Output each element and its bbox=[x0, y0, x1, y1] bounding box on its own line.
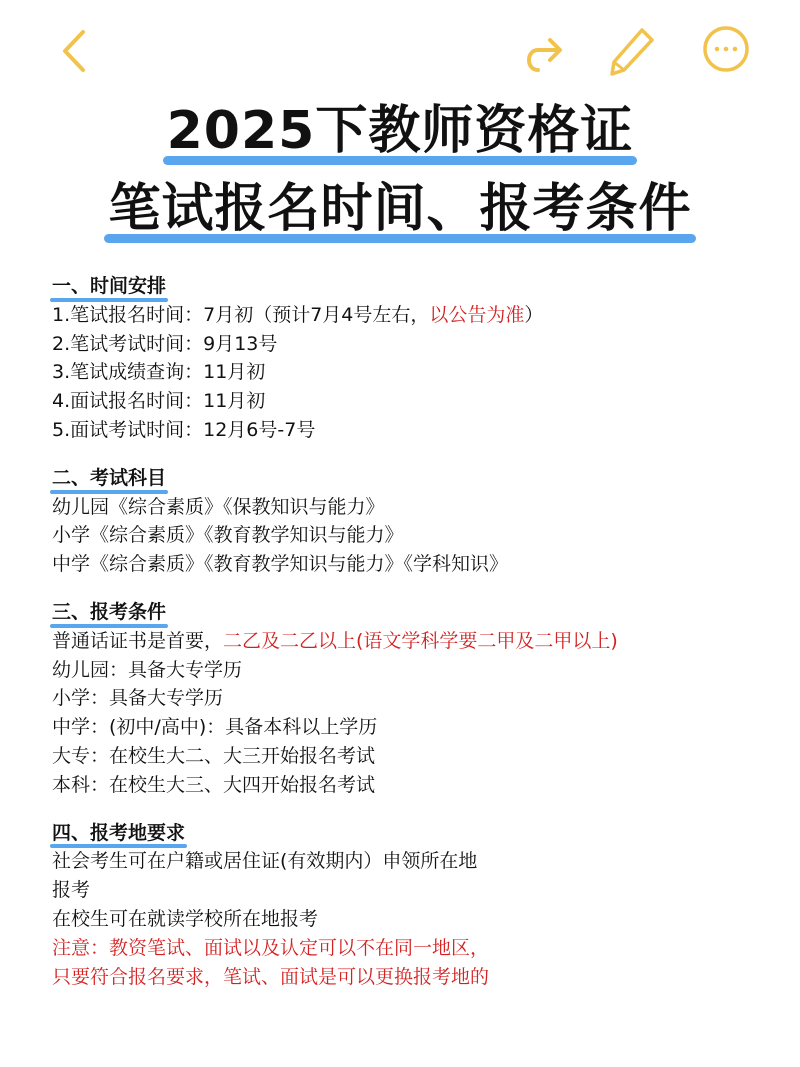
text: 4.面试报名时间：11月初 bbox=[52, 390, 266, 413]
text-line bbox=[52, 493, 772, 522]
section bbox=[52, 464, 772, 579]
highlight-text: 以公告为准 bbox=[429, 303, 525, 326]
text-line bbox=[52, 627, 772, 656]
section bbox=[52, 598, 772, 800]
title-line-1: 2025下教师资格证 bbox=[0, 88, 800, 163]
section-heading: 一、时间安排 bbox=[52, 272, 166, 301]
text-line bbox=[52, 358, 772, 387]
text-line bbox=[52, 847, 772, 876]
top-toolbar bbox=[0, 22, 800, 78]
more-icon[interactable] bbox=[702, 25, 750, 73]
share-icon[interactable] bbox=[518, 30, 566, 74]
text: 中学：(初中/高中)：具备本科以上学历 bbox=[52, 716, 378, 739]
text-line bbox=[52, 905, 772, 934]
text: 报考 bbox=[52, 879, 91, 902]
text: ） bbox=[524, 303, 544, 326]
text: 2.笔试考试时间：9月13号 bbox=[52, 332, 278, 355]
section-heading: 二、考试科目 bbox=[52, 464, 166, 493]
text: 中学《综合素质》《教育教学知识与能力》《学科知识》 bbox=[52, 553, 509, 576]
highlight-text: 只要符合报名要求，笔试、面试是可以更换报考地的 bbox=[52, 965, 490, 988]
text-line bbox=[52, 656, 772, 685]
text: 普通话证书是首要， bbox=[52, 629, 224, 652]
text-line bbox=[52, 550, 772, 579]
text-line bbox=[52, 876, 772, 905]
text-line bbox=[52, 963, 772, 992]
section bbox=[52, 819, 772, 992]
text: 小学：具备大专学历 bbox=[52, 687, 224, 710]
text-line bbox=[52, 387, 772, 416]
highlight-text: 二乙及二乙以上(语文学科学要二甲及二甲以上) bbox=[223, 629, 618, 652]
text-line bbox=[52, 301, 772, 330]
text: 社会考生可在户籍或居住证(有效期内）申领所在地 bbox=[52, 850, 478, 873]
edit-icon[interactable] bbox=[606, 26, 656, 76]
text: 大专：在校生大二、大三开始报名考试 bbox=[52, 744, 376, 767]
text: 本科：在校生大三、大四开始报名考试 bbox=[52, 773, 376, 796]
back-icon[interactable] bbox=[55, 28, 91, 74]
text-line bbox=[52, 330, 772, 359]
text-line bbox=[52, 416, 772, 445]
section bbox=[52, 272, 772, 445]
text-line bbox=[52, 742, 772, 771]
text: 5.面试考试时间：12月6号-7号 bbox=[52, 418, 316, 441]
highlight-text: 注意：教资笔试、面试以及认定可以不在同一地区， bbox=[52, 936, 490, 959]
section-heading: 四、报考地要求 bbox=[52, 819, 185, 848]
text: 幼儿园：具备大专学历 bbox=[52, 658, 243, 681]
text-line bbox=[52, 771, 772, 800]
title-line-2: 笔试报名时间、报考条件 bbox=[0, 166, 800, 241]
text: 3.笔试成绩查询：11月初 bbox=[52, 361, 266, 384]
text: 幼儿园《综合素质》《保教知识与能力》 bbox=[52, 495, 385, 518]
text: 小学《综合素质》《教育教学知识与能力》 bbox=[52, 524, 404, 547]
text-line bbox=[52, 713, 772, 742]
text: 1.笔试报名时间：7月初（预计7月4号左右， bbox=[52, 303, 430, 326]
article-body bbox=[52, 272, 772, 1010]
text-line bbox=[52, 684, 772, 713]
section-heading: 三、报考条件 bbox=[52, 598, 166, 627]
text-line bbox=[52, 934, 772, 963]
text: 在校生可在就读学校所在地报考 bbox=[52, 907, 319, 930]
text-line bbox=[52, 521, 772, 550]
